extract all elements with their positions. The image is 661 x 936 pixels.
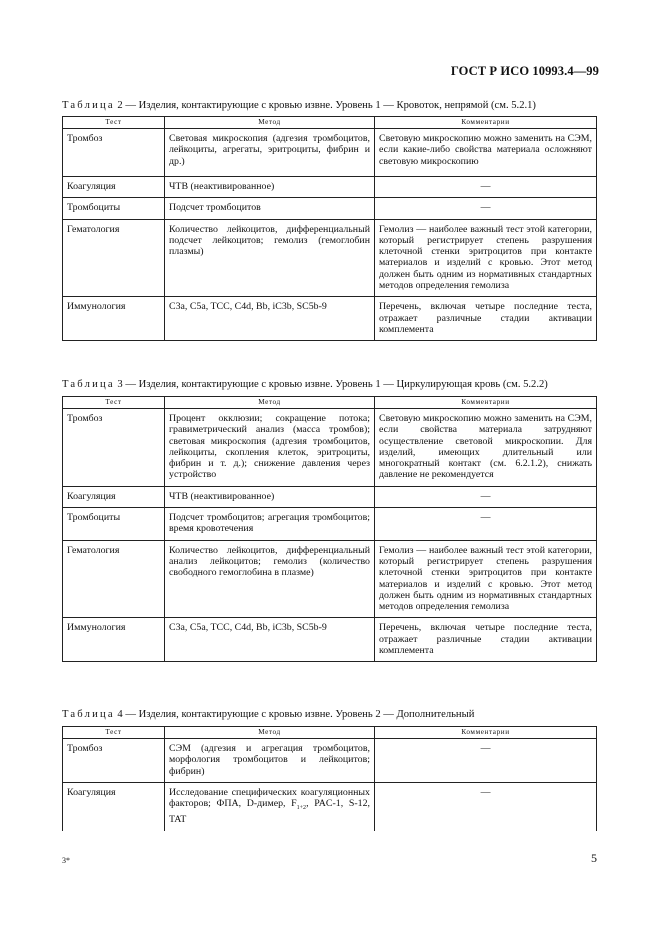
comments-cell: — <box>375 508 597 541</box>
table-4-caption <box>62 709 474 720</box>
table-row <box>63 297 597 341</box>
test-cell: Тромбоз <box>63 409 165 487</box>
test-cell: Тромбоз <box>63 129 165 177</box>
method-cell: Количество лейкоцитов, дифференциальный подсчет лейкоцитов; гемолиз (гемоглобин плазмы) <box>165 219 375 297</box>
table-row <box>63 486 597 507</box>
comments-cell: Гемолиз — наиболее важный тест этой категории, который регистрирует степень разрушения клеточной стенки эритроцитов при контакте материалов и изделий с кровью. Этот метод должен быть одним из нормативных стандартных методов определения гемолиза <box>375 219 597 297</box>
test-cell: Коагуляция <box>63 782 165 830</box>
method-cell: ЧТВ (неактивированное) <box>165 177 375 198</box>
test-cell: Тромбоциты <box>63 508 165 541</box>
method-cell: Процент окклюзии; сокращение потока; гравиметрический анализ (масса тромбов); световая микроскопия (адгезия тромбоцитов, лейкоциты, скопления клеток, эритроциты, фибрин и т. д.); снижение давления через устройство <box>165 409 375 487</box>
method-subscript: 1+2 <box>296 805 307 812</box>
caption-text: 4 — Изделия, контактирующие с кровью извне. Уровень 2 — Дополнительный <box>117 709 475 720</box>
column-header-test: Тест <box>63 397 165 409</box>
table-row <box>63 177 597 198</box>
caption-word: Таблица <box>62 709 115 720</box>
column-header-method: Метод <box>165 117 375 129</box>
comments-cell: — <box>375 782 597 830</box>
caption-word: Таблица <box>62 100 115 111</box>
table-row <box>63 219 597 297</box>
comments-cell: Гемолиз — наиболее важный тест этой категории, который регистрирует степень разрушения клеточной стенки эритроцитов при контакте материалов и изделий с кровью. Этот метод должен быть одним из нормативных стандартных методов определения гемолиза <box>375 540 597 618</box>
method-text-tail: , PAC-1, S-12, TAT <box>169 798 370 826</box>
column-header-test: Тест <box>63 727 165 739</box>
table-row <box>63 739 597 783</box>
comments-cell: — <box>375 177 597 198</box>
caption-word: Таблица <box>62 379 115 390</box>
test-cell: Тромбоциты <box>63 198 165 219</box>
method-cell: C3a, C5a, TCC, C4d, Bb, iC3b, SC5b-9 <box>165 297 375 341</box>
column-header-comments: Комментарии <box>375 117 597 129</box>
comments-cell: — <box>375 739 597 783</box>
table-row <box>63 540 597 618</box>
method-cell: Световая микроскопия (адгезия тромбоцитов, лейкоциты, агрегаты, эритроциты, фибрин и др.) <box>165 129 375 177</box>
column-header-method: Метод <box>165 397 375 409</box>
comments-cell: — <box>375 198 597 219</box>
caption-text: 3 — Изделия, контактирующие с кровью извне. Уровень 1 — Циркулирующая кровь (см. 5.2.2) <box>117 379 548 390</box>
test-cell: Тромбоз <box>63 739 165 783</box>
table-3 <box>62 396 597 662</box>
test-cell: Гематология <box>63 219 165 297</box>
method-text: Исследование специфических коагуляционных факторов; ФПА, D-димер, F <box>169 786 370 810</box>
column-header-method: Метод <box>165 727 375 739</box>
method-cell: СЭМ (адгезия и агрегация тромбоцитов, морфология тромбоцитов и лейкоцитов; фибрин) <box>165 739 375 783</box>
comments-cell: Световую микроскопию можно заменить на СЭМ, если какие-либо свойства материала осложняют световую микроскопию <box>375 129 597 177</box>
table-2 <box>62 116 597 341</box>
document-number: ГОСТ Р ИСО 10993.4—99 <box>450 64 599 78</box>
table-3-caption <box>62 379 548 390</box>
test-cell: Гематология <box>63 540 165 618</box>
caption-text: 2 — Изделия, контактирующие с кровью извне. Уровень 1 — Кровоток, непрямой (см. 5.2.1) <box>117 100 536 111</box>
comments-cell: Световую микроскопию можно заменить на СЭМ, если свойства материала затрудняют осуществление световой микроскопии. Для изделий, имеющих длительный или многократный контакт (см. 6.2.1.2), снижать давление не рекомендуется <box>375 409 597 487</box>
method-cell: Подсчет тромбоцитов <box>165 198 375 219</box>
page-number: 5 <box>591 851 597 865</box>
table-row <box>63 198 597 219</box>
comments-cell: Перечень, включая четыре последние теста, отражает различные стадии активации комплемента <box>375 297 597 341</box>
table-row <box>63 618 597 662</box>
column-header-test: Тест <box>63 117 165 129</box>
test-cell: Иммунология <box>63 297 165 341</box>
method-cell: ЧТВ (неактивированное) <box>165 486 375 507</box>
table-row <box>63 129 597 177</box>
table-row <box>63 508 597 541</box>
table-2-caption <box>62 100 536 111</box>
method-cell: C3a, C5a, TCC, C4d, Bb, iC3b, SC5b-9 <box>165 618 375 662</box>
method-cell <box>165 782 375 830</box>
table-row <box>63 409 597 487</box>
comments-cell: — <box>375 486 597 507</box>
comments-cell: Перечень, включая четыре последние теста, отражает различные стадии активации комплемента <box>375 618 597 662</box>
table-row <box>63 782 597 830</box>
test-cell: Коагуляция <box>63 177 165 198</box>
table-4 <box>62 726 597 831</box>
method-cell: Количество лейкоцитов, дифференциальный анализ лейкоцитов; гемолиз (количество свободного гемоглобина в плазме) <box>165 540 375 618</box>
test-cell: Коагуляция <box>63 486 165 507</box>
sheet-mark: 3* <box>62 856 70 865</box>
table-header-row <box>63 117 597 129</box>
test-cell: Иммунология <box>63 618 165 662</box>
column-header-comments: Комментарии <box>375 397 597 409</box>
column-header-comments: Комментарии <box>375 727 597 739</box>
method-cell: Подсчет тромбоцитов; агрегация тромбоцитов; время кровотечения <box>165 508 375 541</box>
table-header-row <box>63 397 597 409</box>
table-header-row <box>63 727 597 739</box>
